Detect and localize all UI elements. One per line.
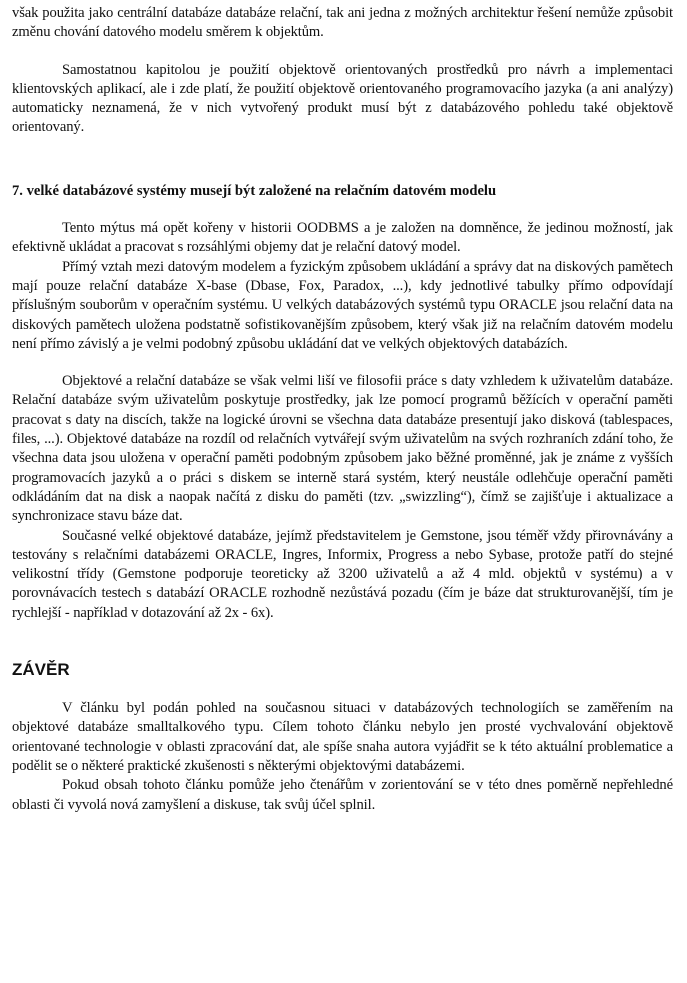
section-7-paragraph-philosophy: Objektové a relační databáze se však velmi liší ve filosofii práce s daty vzhledem k uživatelům databáze. Relační databáze svým uživatelům poskytuje prostředky, jak lze pomocí programů běžících v operační paměti pracovat s daty na discích, takže na logické úrovni se všechna data databáze presentují jako disková (tablespaces, files, ...). Objektové databáze na rozdíl od relačních vytvářejí svým uživatelům na svých rozhraních zdání toho, že všechna data jsou uložena v operační paměti podobným způsobem jako běžné proměnné, jak je známe z vyšších programovacích jazyků a o práci s diskem se interně stará systém, který neustále odlehčuje operační paměti odkládáním dat na disk a naopak načítá z disku do paměti (tzv. „swizzling“), čímž se zajišťuje i aktualizace a synchronizace stavu báze dat. [12, 373, 673, 525]
paragraph-client-applications: Samostatnou kapitolou je použití objektově orientovaných prostředků pro návrh a implementaci klientovských aplikací, ale i zde platí, že použití objektově orientovaného programovacího jazyka (a ani analýzy) automaticky neznamená, že v nich vytvořený produkt musí být z databázového pohledu také objektově orientovaný. [12, 61, 673, 136]
spacer [12, 43, 673, 61]
paragraph-intro-continuation: však použita jako centrální databáze databáze relační, tak ani jedna z možných architektur řešení nemůže způsobit změnu chování datového modelu směrem k objektům. [12, 5, 673, 41]
conclusion-heading: ZÁVĚR [12, 660, 70, 680]
section-7-paragraph-gemstone: Současné velké objektové databáze, jejímž představitelem je Gemstone, jsou téměř vždy přirovnávány a testovány s relačními databázemi ORACLE, Ingres, Informix, Progress a nebo Sybase, protože patří do stejné velikostní třídy (Gemstone podporuje teoreticky až 3200 uživatelů a až 4 mld. objektů v systému) a v porovnávacích testech s databází ORACLE rozhodně nezůstává pozadu (čím je báze dat strukturovanější, tím je rychlejší - například v dotazování až 2x - 6x). [12, 527, 673, 621]
spacer [12, 201, 673, 219]
section-7-heading: 7. velké databázové systémy musejí být založené na relačním datovém modelu [12, 182, 497, 199]
section-7-paragraph-storage: Přímý vztah mezi datovým modelem a fyzickým způsobem ukládání a správy dat na diskových pamětech mají pouze relační databáze X-base (Dbase, Fox, Paradox, ...), kdy jednotlivé tabulky přímo odpovídají příslušným souborům v operačním systému. U velkých databázových systémů typu ORACLE jsou relační data na diskových pamětech uložena podstatně sofistikovanějším způsobem, který však již na relačním datovém modelu není přímo závislý a je velmi podobný způsobu ukládání dat ve velkých objektových databázích. [12, 258, 673, 352]
section-7-paragraph-myth: Tento mýtus má opět kořeny v historii OODBMS a je založen na domněnce, že jedinou možností, jak efektivně ukládat a pracovat s rozsáhlými objemy dat je relační datový model. [12, 220, 673, 256]
spacer [12, 354, 673, 372]
spacer [12, 138, 673, 182]
spacer [12, 681, 673, 699]
conclusion-paragraph-closing: Pokud obsah tohoto článku pomůže jeho čtenářům v zorientování se v této dnes poměrně nepřehledné oblasti či vyvolá nová zamyšlení a diskuse, tak svůj účel splnil. [12, 777, 673, 813]
document-page [12, 4, 673, 815]
spacer [12, 623, 673, 659]
conclusion-paragraph-summary: V článku byl podán pohled na současnou situaci v databázových technologiích se zaměřením na objektové databáze smalltalkového typu. Cílem tohoto článku nebylo jen prosté vychvalování objektově orientované technologie v oblasti zpracování dat, ale spíše snaha autora vyjádřit se k této aktuální problematice a podělit se o některé praktické zkušenosti s některými objektovými databázemi. [12, 700, 673, 774]
